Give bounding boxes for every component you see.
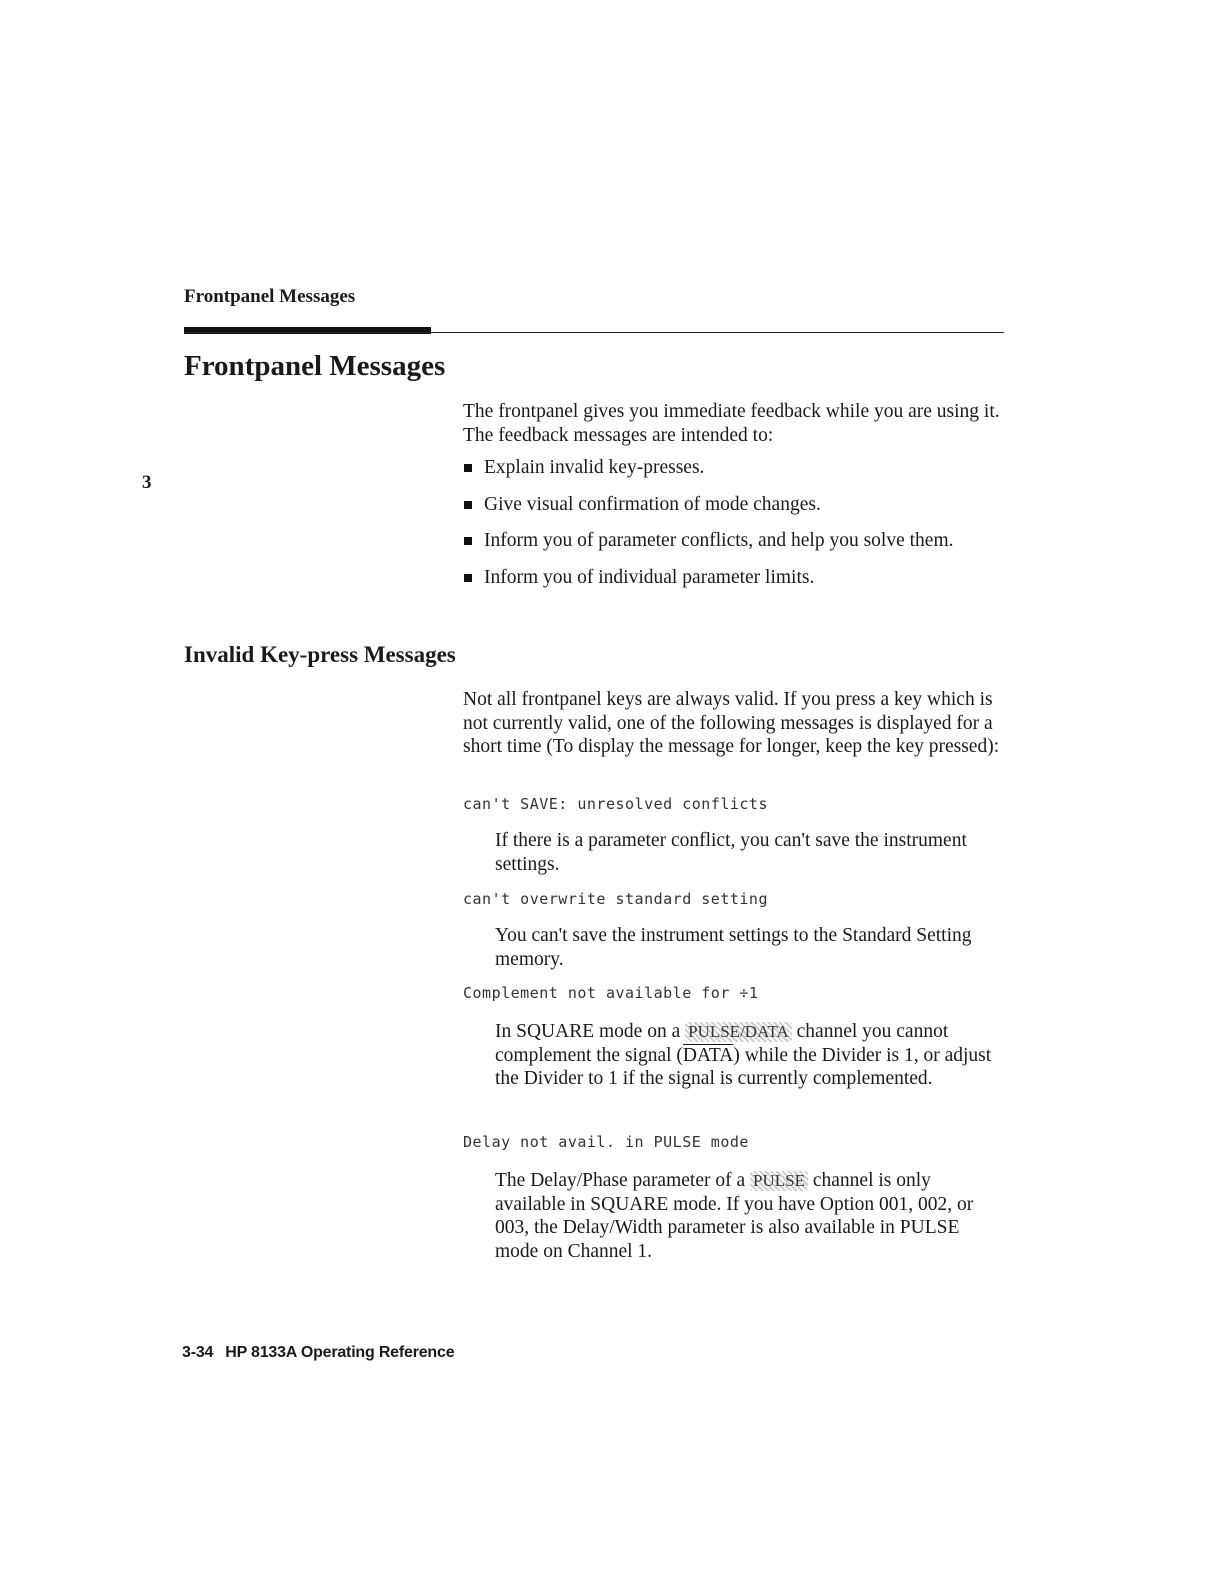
pulse-key: PULSE (750, 1171, 808, 1191)
feedback-list (463, 456, 1008, 602)
lcd-message-complement: Complement not available for ÷1 (463, 984, 759, 1002)
list-item: Inform you of parameter conflicts, and help you solve them. (463, 529, 1008, 553)
message-description: In SQUARE mode on a PULSE/DATA channel you cannot complement the signal (DATA) while the Divider is 1, or adjust the Divider to 1 if the signal is currently complemented. (495, 1021, 992, 1089)
message-description: You can't save the instrument settings to the Standard Setting memory. (495, 925, 972, 970)
bullet-icon (464, 574, 472, 582)
list-item: Inform you of individual parameter limits. (463, 566, 1008, 590)
data-complement-label: DATA (682, 1044, 734, 1066)
lcd-message-save-conflicts: can't SAVE: unresolved conflicts (463, 795, 768, 813)
message-description: If there is a parameter conflict, you can't save the instrument settings. (495, 830, 967, 875)
page-number: 3-34 (182, 1344, 214, 1361)
subsection-intro: Not all frontpanel keys are always valid. If you press a key which is not currently valid, one of the following messages is displayed for a short time (To display the message for longer, keep the key pressed): (463, 689, 1000, 757)
subsection-title: Invalid Key-press Messages (184, 642, 456, 667)
list-item: Give visual confirmation of mode changes. (463, 493, 1008, 517)
bullet-icon (464, 537, 472, 545)
pulse-data-key: PULSE/DATA (685, 1022, 792, 1042)
manual-title: HP 8133A Operating Reference (225, 1344, 455, 1361)
header-rule (184, 332, 1004, 333)
bullet-icon (464, 501, 472, 509)
list-item: Explain invalid key-presses. (463, 456, 1008, 480)
lcd-message-overwrite-standard: can't overwrite standard setting (463, 890, 768, 908)
lcd-message-delay: Delay not avail. in PULSE mode (463, 1133, 749, 1151)
page-footer (182, 1344, 454, 1362)
section-title: Frontpanel Messages (184, 350, 446, 382)
bullet-icon (464, 464, 472, 472)
section-intro: The frontpanel gives you immediate feedback while you are using it. The feedback messages are intended to: (463, 401, 1000, 446)
running-head: Frontpanel Messages (184, 286, 356, 307)
message-description: The Delay/Phase parameter of a PULSE channel is only available in SQUARE mode. If you have Option 001, 002, or 003, the Delay/Width parameter is also available in PULSE mode on Channel 1. (495, 1170, 974, 1262)
chapter-tab: 3 (142, 472, 152, 493)
